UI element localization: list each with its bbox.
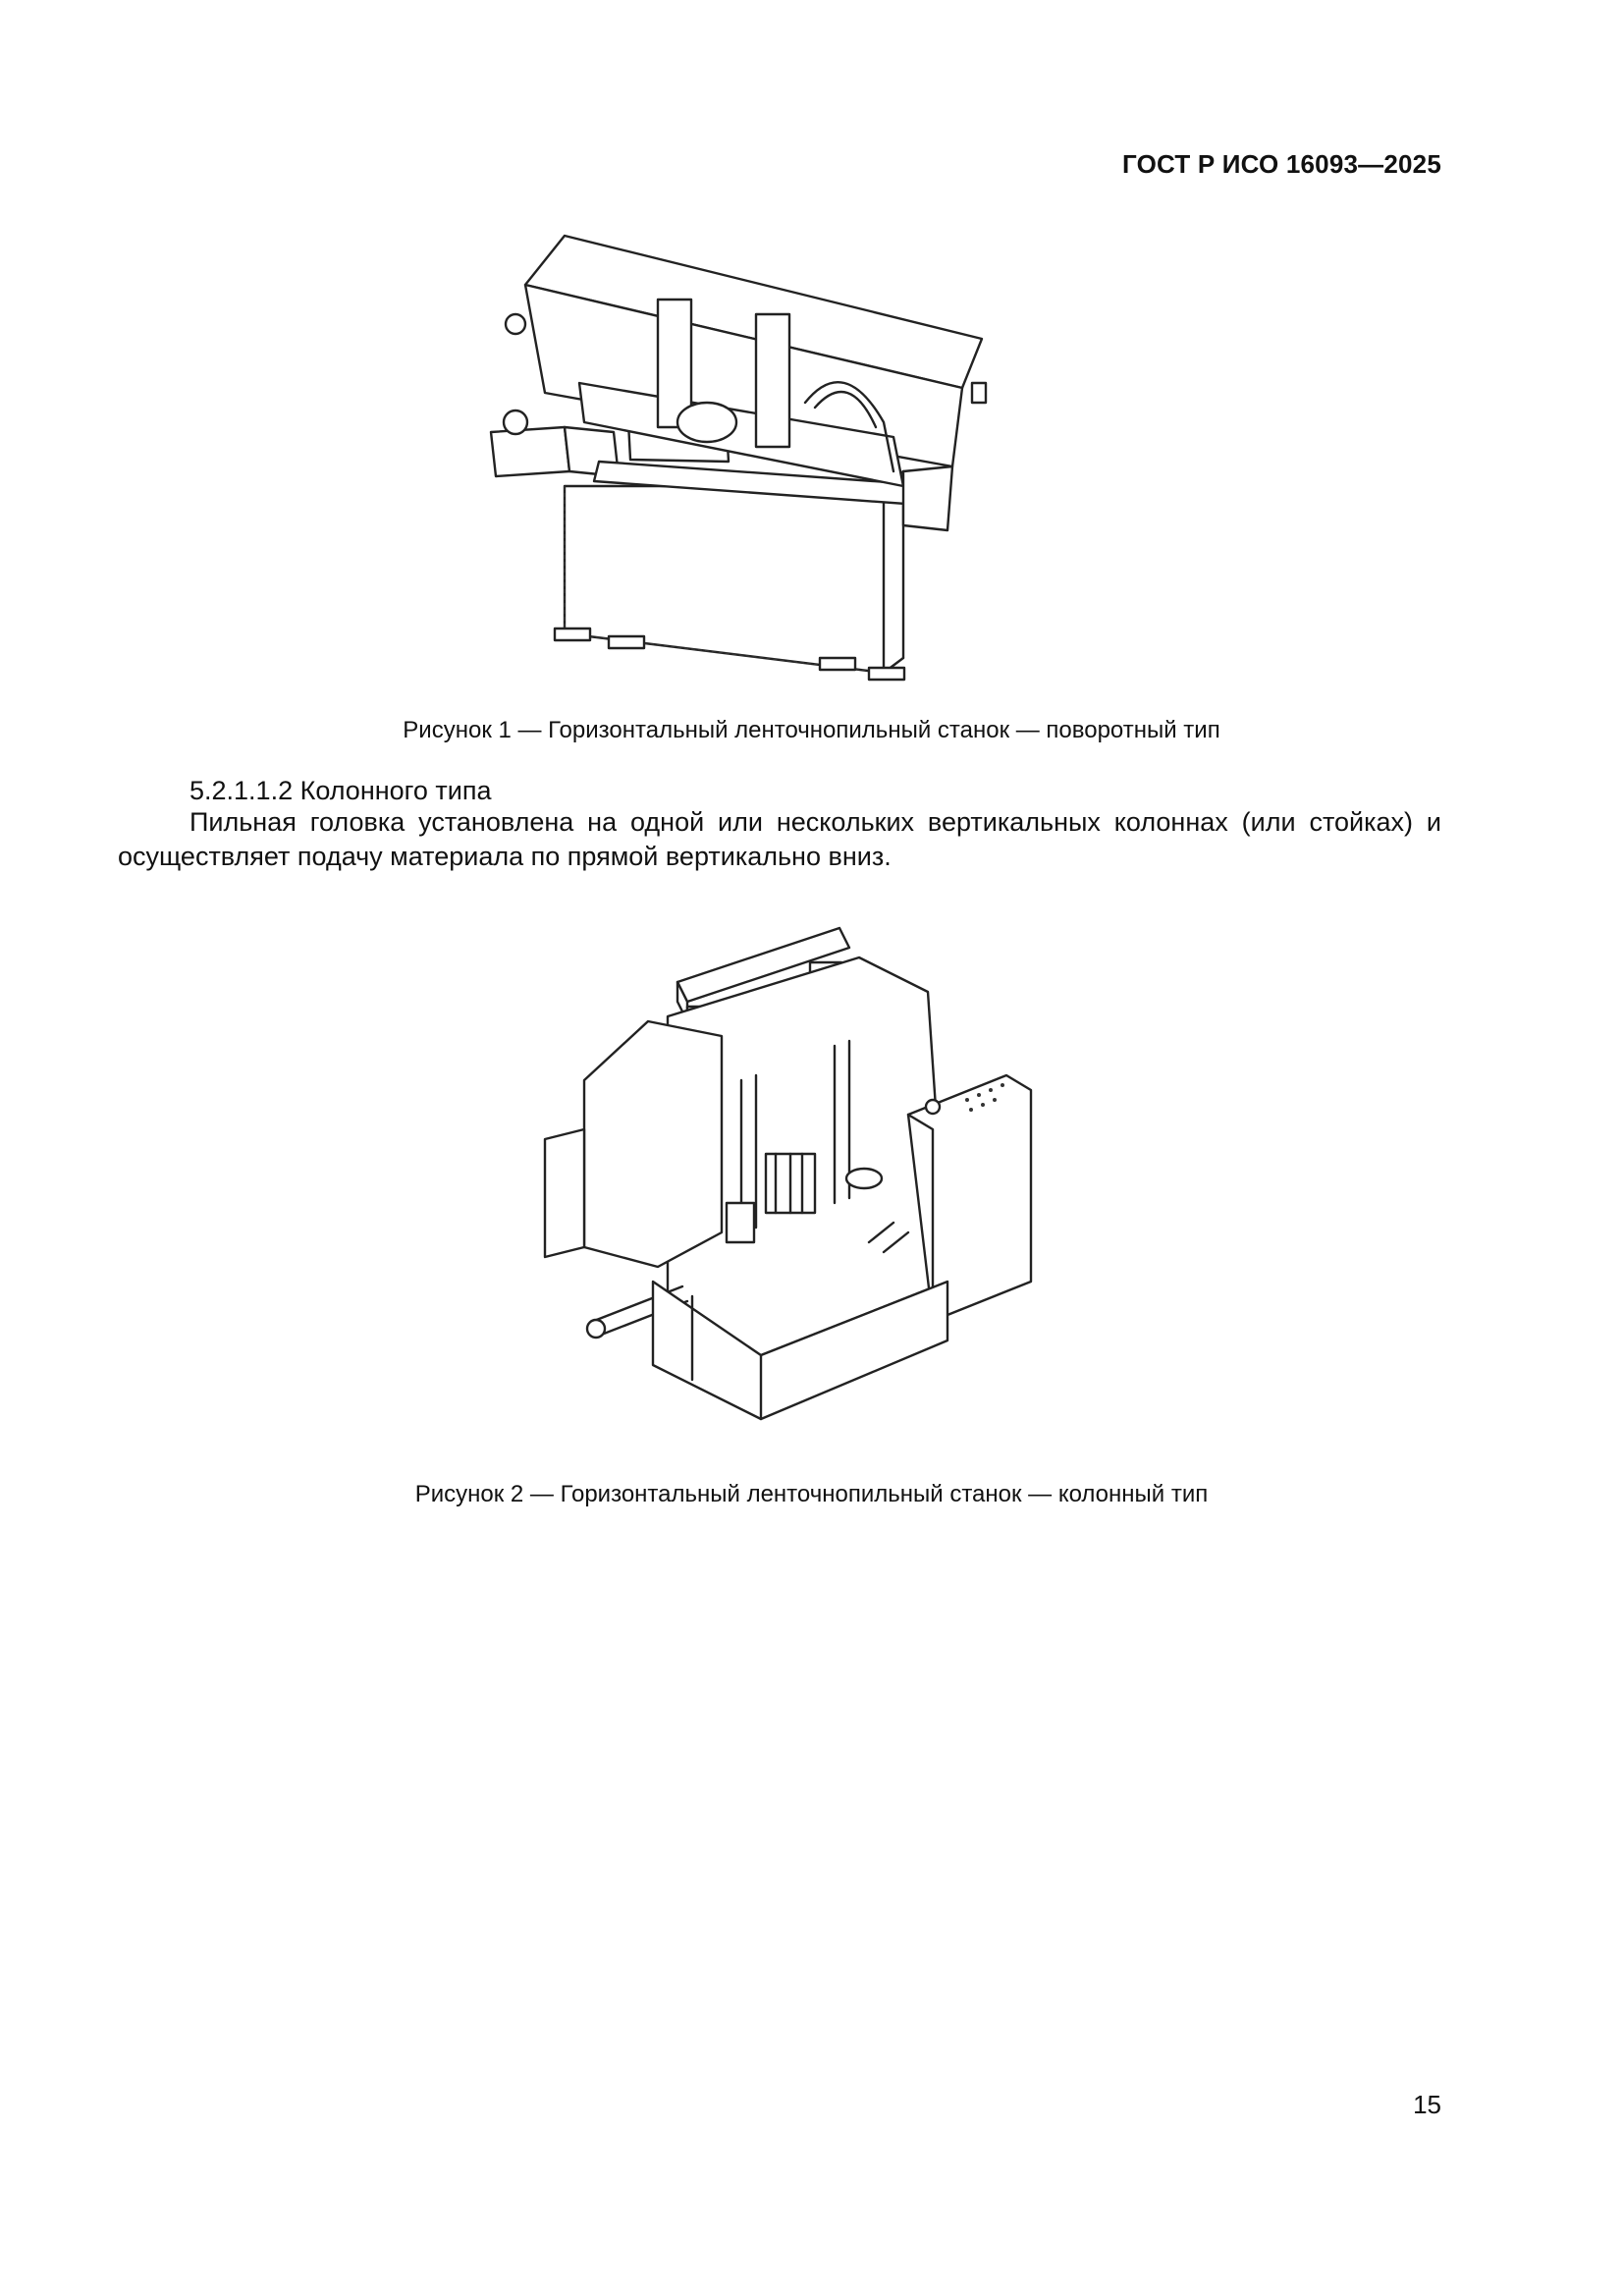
page-number: 15 — [1413, 2090, 1441, 2119]
body-paragraph: Пильная головка установлена на одной или нескольких вертикальных колоннах (или стойках) и осуществляет подачу материала по прямой вертикально вниз. — [118, 807, 1441, 871]
document-id-header: ГОСТ Р ИСО 16093—2025 — [1121, 149, 1441, 179]
figure-2-column-bandsaw-drawing — [535, 908, 1036, 1439]
figure-1-swivel-bandsaw-drawing — [471, 226, 1100, 687]
figure-1-caption: Рисунок 1 — Горизонтальный ленточнопильный станок — поворотный тип — [403, 717, 1220, 743]
figure-2-caption: Рисунок 2 — Горизонтальный ленточнопильный станок — колонный тип — [414, 1481, 1209, 1507]
section-heading: 5.2.1.1.2 Колонного типа — [189, 776, 492, 805]
